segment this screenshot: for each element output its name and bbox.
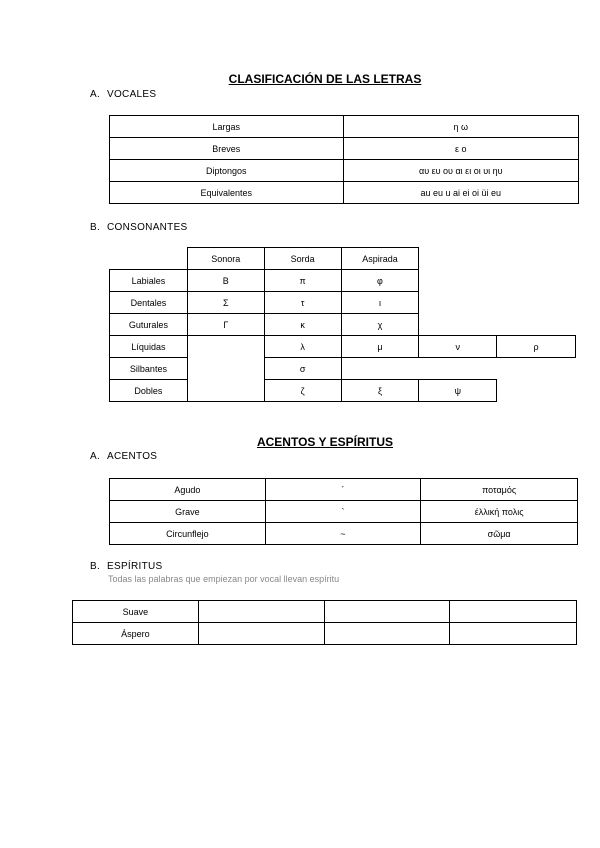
extra-cell: ρ [497, 336, 576, 358]
section-heading-espiritus [90, 561, 163, 572]
accent-mark-cell: ~ [265, 523, 421, 545]
extra-cell: ψ [419, 380, 497, 402]
table-row [110, 336, 576, 358]
column-header-sorda: Sorda [264, 248, 341, 270]
section-letter: A. [90, 451, 101, 462]
row-header: Dentales [110, 292, 188, 314]
vocal-value-cell: η ω [343, 116, 578, 138]
espiritus-note: Todas las palabras que empiezan por vocal llevan espíritu [108, 574, 340, 584]
acentos-table [109, 478, 578, 545]
row-header: Silbantes [110, 358, 188, 380]
vocal-value-cell: au eu u ai ei oi üi eu [343, 182, 578, 204]
empty-cell [324, 601, 450, 623]
table-row [110, 138, 579, 160]
vocal-type-cell: Largas [110, 116, 344, 138]
sorda-cell: τ [264, 292, 341, 314]
accent-example-cell: ποταμός [421, 479, 578, 501]
section-heading-acentos [90, 451, 157, 462]
section-label: ESPÍRITUS [107, 561, 163, 572]
empty-cell [198, 601, 324, 623]
page-title-acentos: ACENTOS Y ESPÍRITUS [256, 435, 394, 449]
table-header-row [110, 248, 576, 270]
sonora-cell-empty [187, 336, 264, 358]
table-row [110, 523, 578, 545]
aspirada-cell: χ [341, 314, 419, 336]
table-row [110, 160, 579, 182]
accent-mark-cell: ` [265, 501, 421, 523]
accent-name-cell: Grave [110, 501, 266, 523]
table-row [110, 182, 579, 204]
table-row [73, 601, 577, 623]
sorda-cell: ζ [264, 380, 341, 402]
sorda-cell: λ [264, 336, 341, 358]
row-header: Dobles [110, 380, 188, 402]
accent-example-cell: σῶμα [421, 523, 578, 545]
table-row [110, 292, 576, 314]
column-header-sonora: Sonora [187, 248, 264, 270]
vocal-type-cell: Equivalentes [110, 182, 344, 204]
consonantes-table [109, 247, 576, 402]
section-heading-vocales [90, 89, 156, 100]
section-letter: B. [90, 222, 101, 233]
table-row [110, 314, 576, 336]
section-label: CONSONANTES [107, 222, 188, 233]
section-letter: A. [90, 89, 101, 100]
aspirada-cell: ι [341, 292, 419, 314]
sorda-cell: σ [264, 358, 341, 380]
page-title-clasificacion: CLASIFICACIÓN DE LAS LETRAS [228, 72, 422, 86]
section-letter: B. [90, 561, 101, 572]
extra-cell: ν [419, 336, 497, 358]
table-row [110, 270, 576, 292]
table-row [73, 623, 577, 645]
row-header: Labiales [110, 270, 188, 292]
section-label: VOCALES [107, 89, 157, 100]
section-heading-consonantes [90, 222, 188, 233]
row-header: Guturales [110, 314, 188, 336]
vocal-value-cell: αυ ευ ου αι ει οι υι ηυ [343, 160, 578, 182]
row-header: Líquidas [110, 336, 188, 358]
section-label: ACENTOS [107, 451, 158, 462]
aspirada-cell: φ [341, 270, 419, 292]
empty-cell [450, 623, 577, 645]
column-header-aspirada: Aspirada [341, 248, 419, 270]
espiritus-table [72, 600, 577, 645]
table-row [110, 501, 578, 523]
accent-mark-cell: ´ [265, 479, 421, 501]
sorda-cell: π [264, 270, 341, 292]
accent-example-cell: έλλική πολις [421, 501, 578, 523]
sorda-cell: κ [264, 314, 341, 336]
spirit-name-cell: Áspero [73, 623, 199, 645]
accent-name-cell: Agudo [110, 479, 266, 501]
sonora-cell: Β [187, 270, 264, 292]
table-row [110, 116, 579, 138]
vocal-value-cell: ε ο [343, 138, 578, 160]
aspirada-cell: ξ [341, 380, 419, 402]
accent-name-cell: Circunflejo [110, 523, 266, 545]
table-row [110, 358, 576, 380]
empty-cell [198, 623, 324, 645]
vocal-type-cell: Breves [110, 138, 344, 160]
empty-cell [450, 601, 577, 623]
spirit-name-cell: Suave [73, 601, 199, 623]
sonora-cell: Σ [187, 292, 264, 314]
empty-cell [324, 623, 450, 645]
aspirada-cell: μ [341, 336, 419, 358]
vocal-type-cell: Diptongos [110, 160, 344, 182]
table-row [110, 479, 578, 501]
table-row [110, 380, 576, 402]
sonora-cell: Γ [187, 314, 264, 336]
vocales-table [109, 115, 579, 204]
